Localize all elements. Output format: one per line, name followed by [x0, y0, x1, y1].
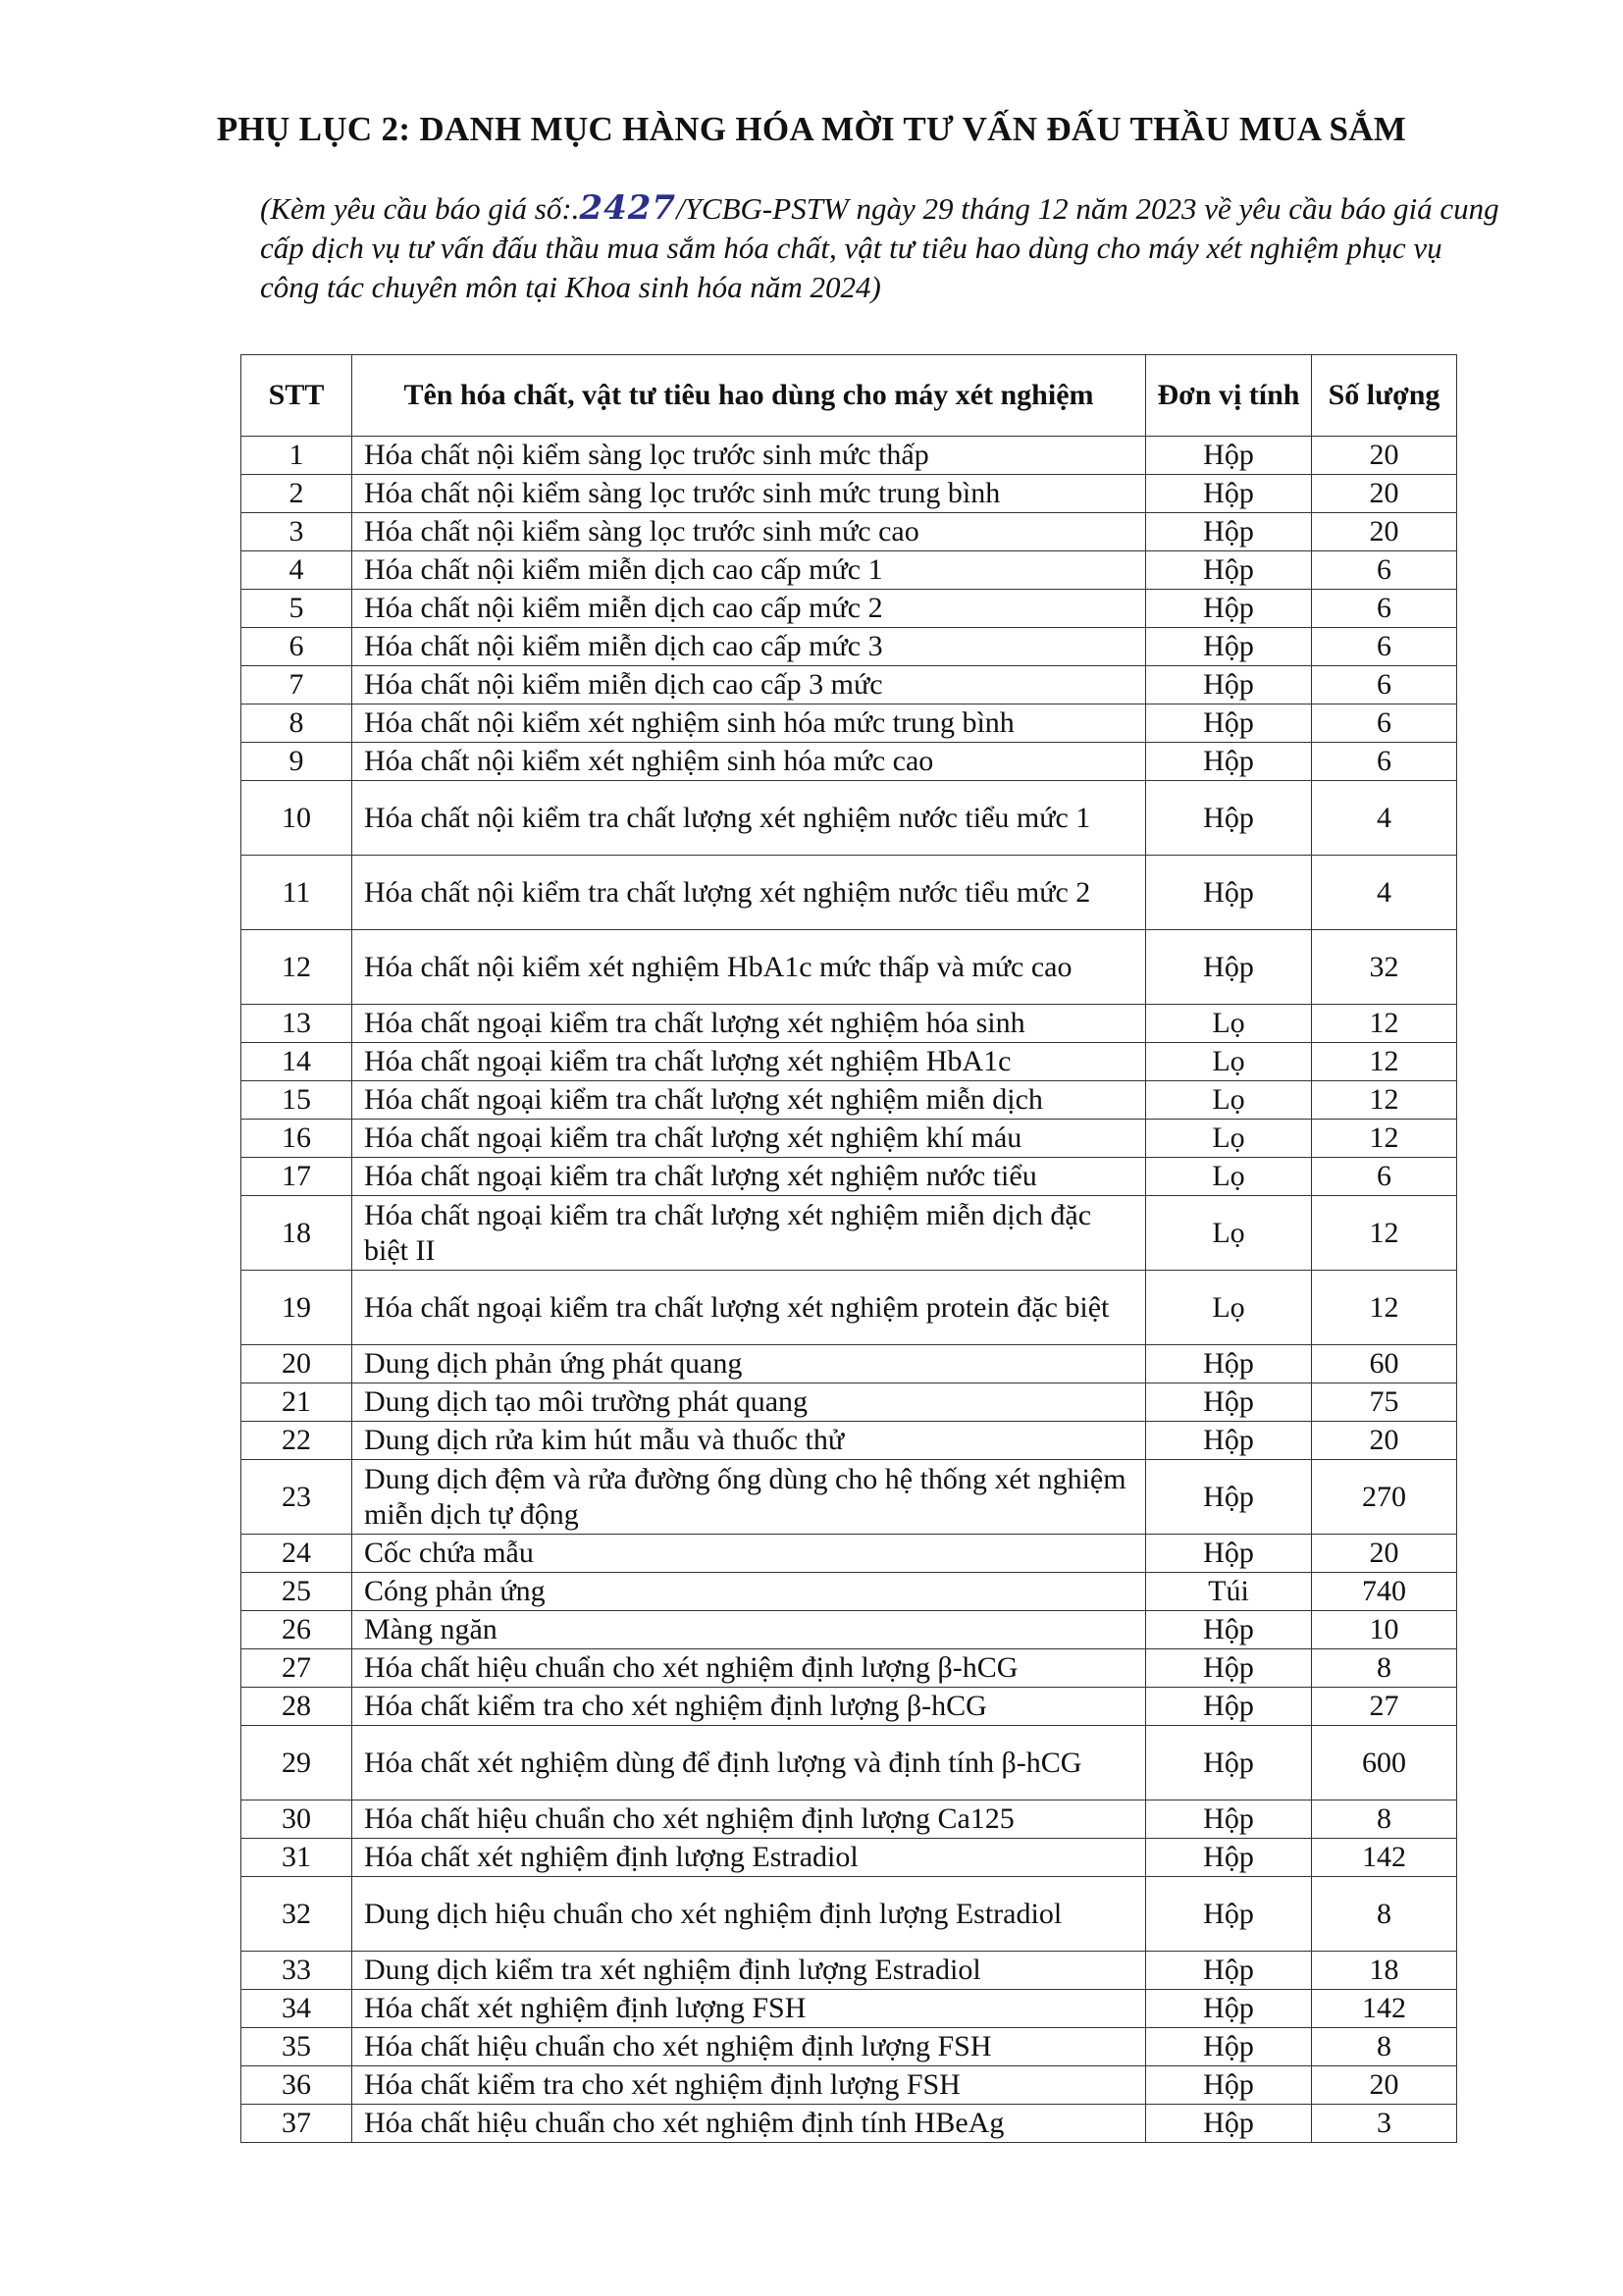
table-row: [241, 1081, 1457, 1120]
cell-stt: 33: [241, 1952, 352, 1990]
cell-qty: 20: [1312, 513, 1457, 551]
cell-name: Hóa chất ngoại kiểm tra chất lượng xét nghiệm protein đặc biệt: [352, 1271, 1146, 1345]
cell-stt: 7: [241, 666, 352, 704]
cell-stt: 23: [241, 1460, 352, 1535]
cell-name: Dung dịch đệm và rửa đường ống dùng cho hệ thống xét nghiệm miễn dịch tự động: [352, 1460, 1146, 1535]
cell-stt: 8: [241, 704, 352, 743]
cell-stt: 17: [241, 1158, 352, 1196]
cell-stt: 14: [241, 1043, 352, 1081]
table-row: [241, 1726, 1457, 1800]
cell-qty: 20: [1312, 1422, 1457, 1460]
table-row: [241, 1877, 1457, 1952]
cell-unit: Hộp: [1146, 1990, 1312, 2028]
cell-name: Hóa chất nội kiểm sàng lọc trước sinh mức thấp: [352, 437, 1146, 475]
cell-qty: 6: [1312, 628, 1457, 666]
cell-stt: 36: [241, 2066, 352, 2105]
cell-qty: 32: [1312, 930, 1457, 1005]
cell-unit: Hộp: [1146, 1839, 1312, 1877]
cell-stt: 13: [241, 1005, 352, 1043]
cell-name: Dung dịch phản ứng phát quang: [352, 1345, 1146, 1383]
table-row: [241, 1611, 1457, 1649]
cell-qty: 12: [1312, 1081, 1457, 1120]
document-reference: [260, 188, 1506, 307]
cell-name: Hóa chất ngoại kiểm tra chất lượng xét nghiệm miễn dịch: [352, 1081, 1146, 1120]
cell-unit: Hộp: [1146, 1952, 1312, 1990]
table-row: [241, 1839, 1457, 1877]
cell-unit: Hộp: [1146, 1800, 1312, 1839]
cell-unit: Hộp: [1146, 1422, 1312, 1460]
cell-stt: 37: [241, 2105, 352, 2143]
cell-unit: Hộp: [1146, 1460, 1312, 1535]
table-row: [241, 1649, 1457, 1688]
cell-qty: 20: [1312, 437, 1457, 475]
cell-unit: Hộp: [1146, 2066, 1312, 2105]
cell-qty: 18: [1312, 1952, 1457, 1990]
table-row: [241, 2105, 1457, 2143]
cell-name: Hóa chất nội kiểm miễn dịch cao cấp mức 3: [352, 628, 1146, 666]
table-row: [241, 666, 1457, 704]
cell-unit: Lọ: [1146, 1081, 1312, 1120]
cell-unit: Hộp: [1146, 930, 1312, 1005]
cell-qty: 27: [1312, 1688, 1457, 1726]
cell-stt: 12: [241, 930, 352, 1005]
table-row: [241, 1990, 1457, 2028]
cell-qty: 600: [1312, 1726, 1457, 1800]
reference-prefix: (Kèm yêu cầu báo giá số:.: [260, 191, 580, 226]
cell-qty: 6: [1312, 551, 1457, 590]
cell-unit: Hộp: [1146, 1611, 1312, 1649]
cell-name: Hóa chất nội kiểm sàng lọc trước sinh mức cao: [352, 513, 1146, 551]
cell-qty: 6: [1312, 1158, 1457, 1196]
table-row: [241, 475, 1457, 513]
table-row: [241, 856, 1457, 930]
table-row: [241, 2028, 1457, 2066]
cell-name: Hóa chất nội kiểm miễn dịch cao cấp mức 2: [352, 590, 1146, 628]
cell-unit: Túi: [1146, 1573, 1312, 1611]
cell-name: Hóa chất kiểm tra cho xét nghiệm định lượng FSH: [352, 2066, 1146, 2105]
cell-name: Màng ngăn: [352, 1611, 1146, 1649]
cell-unit: Lọ: [1146, 1196, 1312, 1271]
cell-stt: 26: [241, 1611, 352, 1649]
cell-unit: Hộp: [1146, 1649, 1312, 1688]
cell-qty: 6: [1312, 666, 1457, 704]
cell-qty: 20: [1312, 475, 1457, 513]
cell-qty: 12: [1312, 1043, 1457, 1081]
cell-qty: 270: [1312, 1460, 1457, 1535]
cell-qty: 12: [1312, 1120, 1457, 1158]
cell-qty: 8: [1312, 1649, 1457, 1688]
cell-unit: Hộp: [1146, 743, 1312, 781]
table-row: [241, 1422, 1457, 1460]
table-row: [241, 1383, 1457, 1422]
cell-stt: 1: [241, 437, 352, 475]
cell-name: Hóa chất nội kiểm tra chất lượng xét nghiệm nước tiểu mức 2: [352, 856, 1146, 930]
cell-unit: Hộp: [1146, 475, 1312, 513]
cell-qty: 12: [1312, 1196, 1457, 1271]
cell-qty: 3: [1312, 2105, 1457, 2143]
table-row: [241, 1158, 1457, 1196]
cell-name: Cốc chứa mẫu: [352, 1535, 1146, 1573]
goods-table: [240, 354, 1457, 2143]
cell-qty: 740: [1312, 1573, 1457, 1611]
cell-stt: 2: [241, 475, 352, 513]
cell-unit: Hộp: [1146, 666, 1312, 704]
cell-stt: 18: [241, 1196, 352, 1271]
table-row: [241, 704, 1457, 743]
cell-name: Hóa chất hiệu chuẩn cho xét nghiệm định lượng Ca125: [352, 1800, 1146, 1839]
table-row: [241, 1120, 1457, 1158]
table-row: [241, 551, 1457, 590]
cell-name: Hóa chất nội kiểm sàng lọc trước sinh mức trung bình: [352, 475, 1146, 513]
table-row: [241, 1800, 1457, 1839]
cell-name: Hóa chất nội kiểm xét nghiệm sinh hóa mức cao: [352, 743, 1146, 781]
cell-qty: 6: [1312, 704, 1457, 743]
cell-unit: Hộp: [1146, 628, 1312, 666]
cell-name: Hóa chất nội kiểm xét nghiệm sinh hóa mức trung bình: [352, 704, 1146, 743]
table-row: [241, 930, 1457, 1005]
cell-name: Dung dịch tạo môi trường phát quang: [352, 1383, 1146, 1422]
cell-stt: 27: [241, 1649, 352, 1688]
cell-qty: 12: [1312, 1271, 1457, 1345]
cell-stt: 29: [241, 1726, 352, 1800]
cell-name: Hóa chất ngoại kiểm tra chất lượng xét nghiệm nước tiểu: [352, 1158, 1146, 1196]
cell-unit: Hộp: [1146, 704, 1312, 743]
table-row: [241, 1043, 1457, 1081]
page-title: PHỤ LỤC 2: DANH MỤC HÀNG HÓA MỜI TƯ VẤN ĐẤU THẦU MUA SẮM: [216, 110, 1407, 148]
table-row: [241, 1573, 1457, 1611]
cell-name: Cóng phản ứng: [352, 1573, 1146, 1611]
cell-stt: 30: [241, 1800, 352, 1839]
cell-name: Hóa chất hiệu chuẩn cho xét nghiệm định tính HBeAg: [352, 2105, 1146, 2143]
cell-name: Dung dịch rửa kim hút mẫu và thuốc thử: [352, 1422, 1146, 1460]
cell-qty: 4: [1312, 781, 1457, 856]
cell-qty: 142: [1312, 1839, 1457, 1877]
table-body: [241, 437, 1457, 2143]
cell-unit: Hộp: [1146, 781, 1312, 856]
cell-name: Dung dịch kiểm tra xét nghiệm định lượng Estradiol: [352, 1952, 1146, 1990]
cell-stt: 28: [241, 1688, 352, 1726]
header-qty: Số lượng: [1312, 355, 1457, 437]
table-row: [241, 513, 1457, 551]
table-row: [241, 628, 1457, 666]
cell-stt: 15: [241, 1081, 352, 1120]
cell-name: Hóa chất ngoại kiểm tra chất lượng xét nghiệm hóa sinh: [352, 1005, 1146, 1043]
cell-unit: Hộp: [1146, 1345, 1312, 1383]
cell-stt: 3: [241, 513, 352, 551]
cell-stt: 32: [241, 1877, 352, 1952]
cell-unit: Hộp: [1146, 590, 1312, 628]
cell-name: Hóa chất hiệu chuẩn cho xét nghiệm định lượng β-hCG: [352, 1649, 1146, 1688]
cell-unit: Hộp: [1146, 856, 1312, 930]
cell-stt: 35: [241, 2028, 352, 2066]
cell-qty: 8: [1312, 1800, 1457, 1839]
cell-unit: Lọ: [1146, 1005, 1312, 1043]
cell-qty: 10: [1312, 1611, 1457, 1649]
table-row: [241, 781, 1457, 856]
header-stt: STT: [241, 355, 352, 437]
table-row: [241, 2066, 1457, 2105]
cell-unit: Hộp: [1146, 437, 1312, 475]
cell-stt: 6: [241, 628, 352, 666]
cell-unit: Lọ: [1146, 1120, 1312, 1158]
table-row: [241, 743, 1457, 781]
cell-stt: 20: [241, 1345, 352, 1383]
table-header-row: [241, 355, 1457, 437]
cell-unit: Hộp: [1146, 2105, 1312, 2143]
cell-stt: 24: [241, 1535, 352, 1573]
cell-unit: Lọ: [1146, 1271, 1312, 1345]
cell-stt: 34: [241, 1990, 352, 2028]
cell-unit: Hộp: [1146, 2028, 1312, 2066]
cell-qty: 12: [1312, 1005, 1457, 1043]
cell-unit: Hộp: [1146, 1535, 1312, 1573]
table-row: [241, 1460, 1457, 1535]
cell-unit: Lọ: [1146, 1158, 1312, 1196]
cell-stt: 5: [241, 590, 352, 628]
cell-qty: 20: [1312, 2066, 1457, 2105]
cell-stt: 4: [241, 551, 352, 590]
cell-stt: 11: [241, 856, 352, 930]
cell-name: Hóa chất hiệu chuẩn cho xét nghiệm định lượng FSH: [352, 2028, 1146, 2066]
table-row: [241, 590, 1457, 628]
table-row: [241, 1271, 1457, 1345]
cell-name: Hóa chất xét nghiệm định lượng Estradiol: [352, 1839, 1146, 1877]
cell-stt: 10: [241, 781, 352, 856]
cell-stt: 25: [241, 1573, 352, 1611]
cell-name: Hóa chất xét nghiệm định lượng FSH: [352, 1990, 1146, 2028]
cell-qty: 20: [1312, 1535, 1457, 1573]
cell-unit: Lọ: [1146, 1043, 1312, 1081]
table-row: [241, 1005, 1457, 1043]
cell-name: Dung dịch hiệu chuẩn cho xét nghiệm định lượng Estradiol: [352, 1877, 1146, 1952]
cell-qty: 8: [1312, 1877, 1457, 1952]
cell-stt: 21: [241, 1383, 352, 1422]
header-name: Tên hóa chất, vật tư tiêu hao dùng cho máy xét nghiệm: [352, 355, 1146, 437]
header-unit: Đơn vị tính: [1146, 355, 1312, 437]
cell-qty: 6: [1312, 743, 1457, 781]
table-row: [241, 1345, 1457, 1383]
cell-unit: Hộp: [1146, 1726, 1312, 1800]
table-row: [241, 1952, 1457, 1990]
table-row: [241, 1196, 1457, 1271]
cell-unit: Hộp: [1146, 551, 1312, 590]
cell-unit: Hộp: [1146, 513, 1312, 551]
cell-stt: 31: [241, 1839, 352, 1877]
cell-unit: Hộp: [1146, 1383, 1312, 1422]
cell-name: Hóa chất xét nghiệm dùng để định lượng và định tính β-hCG: [352, 1726, 1146, 1800]
cell-name: Hóa chất nội kiểm miễn dịch cao cấp 3 mức: [352, 666, 1146, 704]
cell-name: Hóa chất nội kiểm tra chất lượng xét nghiệm nước tiểu mức 1: [352, 781, 1146, 856]
reference-suffix: /YCBG-PSTW ngày 29 tháng 12 năm 2023 về yêu cầu báo giá cung cấp dịch vụ tư vấn đấu thầu mua sắm hóa chất, vật tư tiêu hao dùng cho máy xét nghiệm phục vụ công tác chuyên môn tại Khoa sinh hóa năm 2024): [260, 191, 1499, 304]
cell-name: Hóa chất nội kiểm xét nghiệm HbA1c mức thấp và mức cao: [352, 930, 1146, 1005]
cell-name: Hóa chất nội kiểm miễn dịch cao cấp mức 1: [352, 551, 1146, 590]
cell-stt: 16: [241, 1120, 352, 1158]
table-row: [241, 1688, 1457, 1726]
table-row: [241, 1535, 1457, 1573]
cell-qty: 75: [1312, 1383, 1457, 1422]
cell-name: Hóa chất ngoại kiểm tra chất lượng xét nghiệm khí máu: [352, 1120, 1146, 1158]
cell-name: Hóa chất kiểm tra cho xét nghiệm định lượng β-hCG: [352, 1688, 1146, 1726]
cell-name: Hóa chất ngoại kiểm tra chất lượng xét nghiệm miễn dịch đặc biệt II: [352, 1196, 1146, 1271]
cell-unit: Hộp: [1146, 1688, 1312, 1726]
table-row: [241, 437, 1457, 475]
cell-qty: 142: [1312, 1990, 1457, 2028]
cell-stt: 22: [241, 1422, 352, 1460]
handwritten-number: 2427: [579, 188, 677, 228]
cell-stt: 19: [241, 1271, 352, 1345]
cell-qty: 8: [1312, 2028, 1457, 2066]
cell-qty: 4: [1312, 856, 1457, 930]
cell-qty: 60: [1312, 1345, 1457, 1383]
cell-unit: Hộp: [1146, 1877, 1312, 1952]
cell-name: Hóa chất ngoại kiểm tra chất lượng xét nghiệm HbA1c: [352, 1043, 1146, 1081]
cell-stt: 9: [241, 743, 352, 781]
cell-qty: 6: [1312, 590, 1457, 628]
